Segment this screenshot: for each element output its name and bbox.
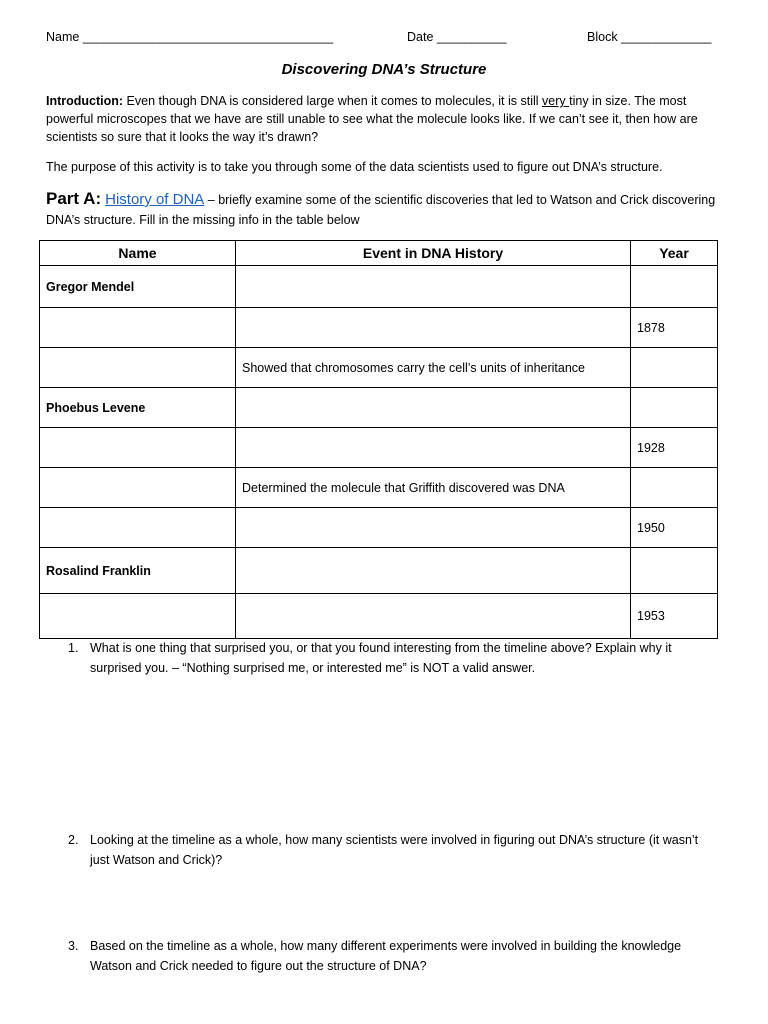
question-2: [68, 830, 718, 870]
name-cell[interactable]: Gregor Mendel: [40, 266, 236, 308]
year-cell[interactable]: 1878: [631, 308, 718, 348]
event-cell[interactable]: [236, 308, 631, 348]
question-text: What is one thing that surprised you, or that you found interesting from the timeline above? Explain why it surprised you. – “Nothing surprised me, or interested me” is NOT a valid answer.: [90, 641, 672, 675]
year-cell[interactable]: [631, 266, 718, 308]
name-cell[interactable]: [40, 348, 236, 388]
question-text: Based on the timeline as a whole, how many different experiments were involved in building the knowledge Watson and Crick needed to figure out the structure of DNA?: [90, 939, 682, 973]
table-row: [40, 508, 718, 548]
event-cell[interactable]: Determined the molecule that Griffith discovered was DNA: [236, 468, 631, 508]
header-event: Event in DNA History: [236, 241, 631, 266]
question-1: [68, 638, 718, 678]
table-header-row: [40, 241, 718, 266]
year-cell[interactable]: [631, 548, 718, 594]
header-row: [46, 30, 716, 46]
event-cell[interactable]: [236, 548, 631, 594]
question-3: [68, 936, 718, 976]
name-cell[interactable]: [40, 308, 236, 348]
table-row: [40, 266, 718, 308]
table-row: [40, 348, 718, 388]
page-title: Discovering DNA’s Structure: [281, 61, 487, 78]
name-cell[interactable]: Rosalind Franklin: [40, 548, 236, 594]
introduction-text-2: tiny in size. The most powerful microscopes that we have are still unable to see what the molecule looks like. If we can’t see it, then how are scientists so sure that it looks the way it’s drawn?: [46, 94, 698, 144]
name-cell[interactable]: [40, 428, 236, 468]
introduction-label: Introduction:: [46, 94, 124, 108]
introduction-emphasis: very: [542, 94, 570, 108]
table-row: [40, 468, 718, 508]
purpose-paragraph: The purpose of this activity is to take you through some of the data scientists used to figure out DNA’s structure.: [46, 160, 663, 174]
event-cell[interactable]: Showed that chromosomes carry the cell’s units of inheritance: [236, 348, 631, 388]
header-year: Year: [631, 241, 718, 266]
name-field[interactable]: Name ____________________________________: [46, 30, 334, 44]
event-cell[interactable]: [236, 388, 631, 428]
question-text: Looking at the timeline as a whole, how many scientists were involved in figuring out DNA’s structure (it wasn’t just Watson and Crick)?: [90, 833, 699, 867]
event-cell[interactable]: [236, 594, 631, 639]
header-name: Name: [40, 241, 236, 266]
year-cell[interactable]: 1928: [631, 428, 718, 468]
name-cell[interactable]: [40, 594, 236, 639]
part-a-instructions: [46, 189, 726, 230]
introduction-paragraph: [46, 92, 726, 146]
name-cell[interactable]: [40, 508, 236, 548]
year-cell[interactable]: [631, 468, 718, 508]
date-field[interactable]: Date __________: [407, 30, 507, 44]
table-row: [40, 428, 718, 468]
table-row: [40, 594, 718, 639]
event-cell[interactable]: [236, 508, 631, 548]
event-cell[interactable]: [236, 266, 631, 308]
name-cell[interactable]: [40, 468, 236, 508]
year-cell[interactable]: [631, 388, 718, 428]
event-cell[interactable]: [236, 428, 631, 468]
name-cell[interactable]: Phoebus Levene: [40, 388, 236, 428]
question-number: 2.: [68, 833, 79, 847]
history-of-dna-link[interactable]: History of DNA: [105, 191, 205, 208]
part-a-text: – briefly examine some of the scientific discoveries that led to Watson and Crick discovering DNA’s structure. Fill in the missing info in the table below: [46, 193, 716, 227]
year-cell[interactable]: 1950: [631, 508, 718, 548]
question-number: 3.: [68, 939, 79, 953]
introduction-text-1: Even though DNA is considered large when it comes to molecules, it is still: [123, 94, 543, 108]
table-row: [40, 548, 718, 594]
year-cell[interactable]: 1953: [631, 594, 718, 639]
block-field[interactable]: Block _____________: [587, 30, 712, 44]
table-row: [40, 388, 718, 428]
table-row: [40, 308, 718, 348]
part-a-label: Part A:: [46, 189, 102, 208]
question-number: 1.: [68, 641, 79, 655]
dna-history-table: [39, 240, 718, 639]
year-cell[interactable]: [631, 348, 718, 388]
